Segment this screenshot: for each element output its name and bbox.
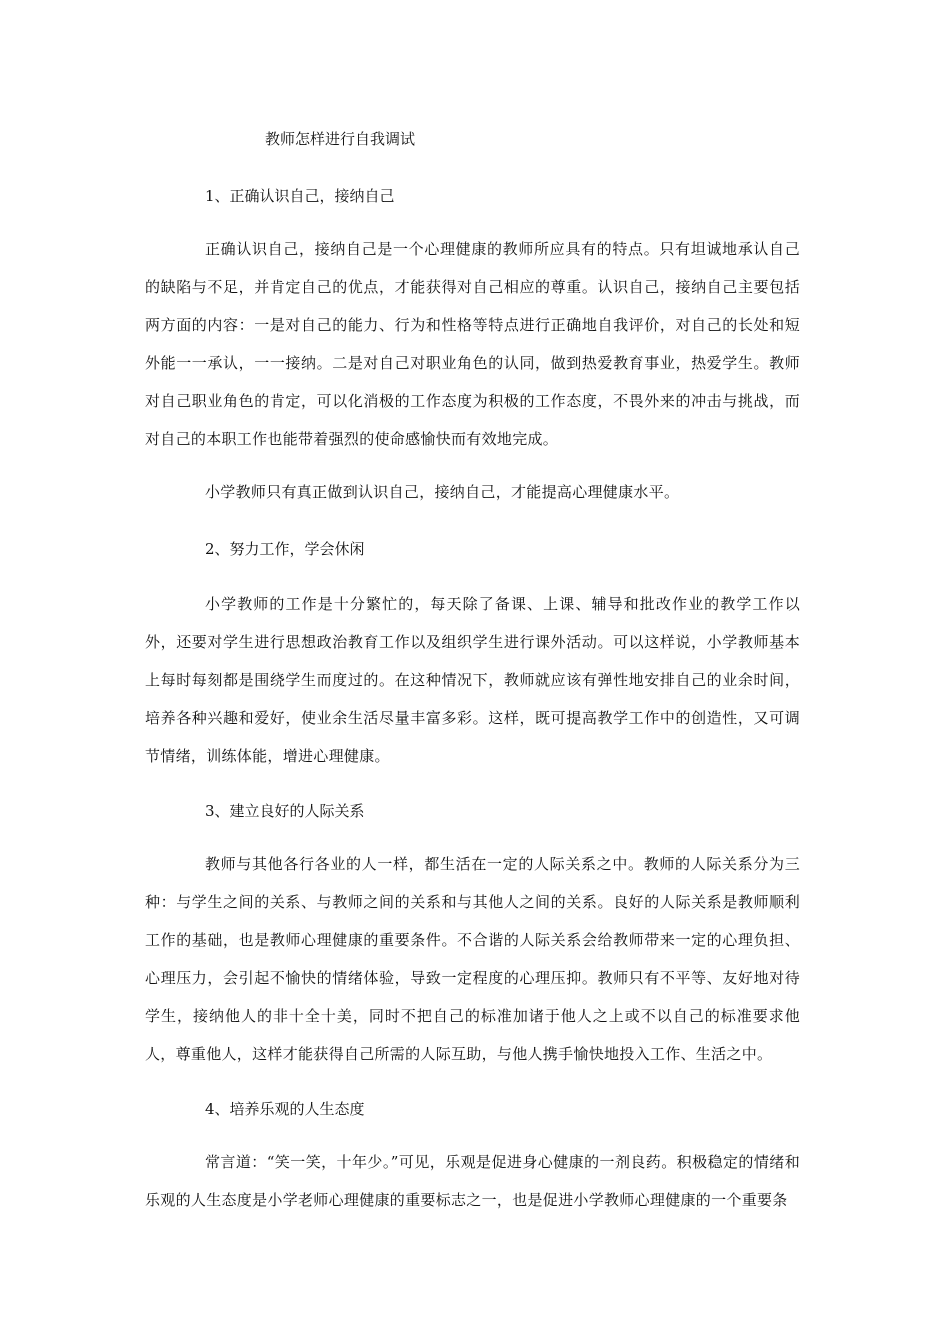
section-4-heading: 4、培养乐观的人生态度 [205,1100,365,1118]
section-1-paragraph-1: 正确认识自己，接纳自己是一个心理健康的教师所应具有的特点。只有坦诚地承认自己的缺陷与不足，并肯定自己的优点，才能获得对自己相应的尊重。认识自己，接纳自己主要包括两方面的内容：一是对自己的能力、行为和性格等特点进行正确地自我评价，对自己的长处和短外能一一承认，一一接纳。二是对自己对职业角色的认同，做到热爱教育事业，热爱学生。教师对自己职业角色的肯定，可以化消极的工作态度为积极的工作态度，不畏外来的冲击与挑战，而对自己的本职工作也能带着强烈的使命感愉快而有效地完成。 [145,240,800,448]
section-4-paragraph-1: 常言道：“笑一笑，十年少。”可见，乐观是促进身心健康的一剂良药。积极稳定的情绪和乐观的人生态度是小学老师心理健康的重要标志之一，也是促进小学教师心理健康的一个重要条 [145,1153,800,1209]
section-3-paragraph-1: 教师与其他各行各业的人一样，都生活在一定的人际关系之中。教师的人际关系分为三种：与学生之间的关系、与教师之间的关系和与其他人之间的关系。良好的人际关系是教师顺利工作的基础，也是教师心理健康的重要条件。不合谐的人际关系会给教师带来一定的心理负担、心理压力，会引起不愉快的情绪体验，导致一定程度的心理压抑。教师只有不平等、友好地对待学生，接纳他人的非十全十美，同时不把自己的标准加诸于他人之上或不以自己的标准要求他人，尊重他人，这样才能获得自己所需的人际互助，与他人携手愉快地投入工作、生活之中。 [145,855,800,1063]
section-3-heading: 3、建立良好的人际关系 [205,802,365,820]
section-1-paragraph-2: 小学教师只有真正做到认识自己，接纳自己，才能提高心理健康水平。 [205,483,680,501]
section-1-heading: 1、正确认识自己，接纳自己 [205,187,395,205]
section-2-heading: 2、努力工作，学会休闲 [205,540,365,558]
section-2-paragraph-1: 小学教师的工作是十分繁忙的，每天除了备课、上课、辅导和批改作业的教学工作以外，还要对学生进行思想政治教育工作以及组织学生进行课外活动。可以这样说，小学教师基本上每时每刻都是围绕学生而度过的。在这种情况下，教师就应该有弹性地安排自己的业余时间，培养各种兴趣和爱好，使业余生活尽量丰富多彩。这样，既可提高教学工作中的创造性，又可调节情绪，训练体能，增进心理健康。 [145,595,800,765]
document-title: 教师怎样进行自我调试 [265,130,416,148]
